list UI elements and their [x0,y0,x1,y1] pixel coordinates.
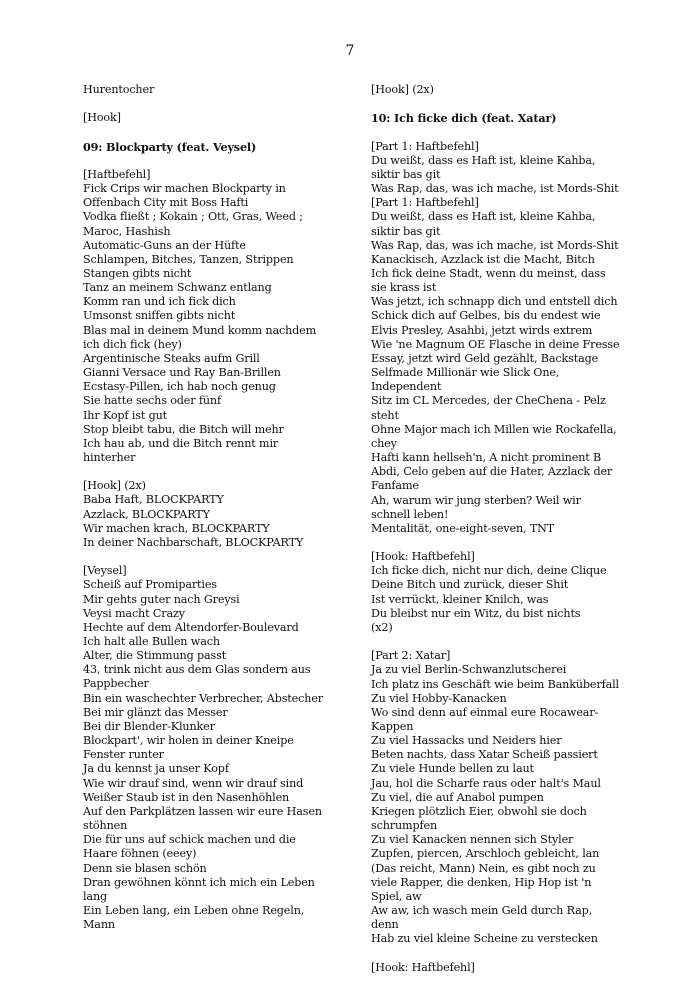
lyric-line: Vodka fließt ; Kokain ; Ott, Gras, Weed ; Maroc, Hashish [83,210,303,238]
lyric-line: Hurentocher [83,83,155,96]
lyric-line: Ich halt alle Bullen wach [83,635,220,649]
lyric-line: In deiner Nachbarschaft, BLOCKPARTY [83,535,304,549]
lyric-line: Ecstasy-Pillen, ich hab noch genug [83,380,276,394]
lyric-line: Ah, warum wir jung sterben? Weil wir schnell leben! [371,493,581,521]
right-text-column [371,83,623,989]
lyric-line: Stangen gibts nicht [83,266,192,280]
lyric-line: Hab zu viel kleine Scheine zu verstecken [371,932,598,946]
lyrics-stanza [83,564,333,932]
lyric-line: Fick Crips wir machen Blockparty in Offenbach City mit Boss Hafti [83,182,286,210]
lyric-line: [Part 1: Haftbefehl] [371,139,479,153]
lyric-line: Auf den Parkplätzen lassen wir eure Hasen stöhnen [83,804,322,833]
lyric-line: Zu viel Hassacks und Neiders hier [371,734,562,748]
lyric-line: Bei mir glänzt das Messer [83,705,228,719]
lyric-line: Ohne Major mach ich Millen wie Rockafella, chey [371,422,617,450]
lyric-line: Wir machen krach, BLOCKPARTY [83,521,270,535]
lyrics-stanza [371,140,623,536]
lyric-line: Denn sie blasen schön [83,861,207,875]
lyric-line: Essay, jetzt wird Geld gezählt, Backstage [371,351,599,365]
lyric-line: [Part 2: Xatar] [371,649,451,663]
lyric-line: [Haftbefehl] [83,167,151,181]
lyric-line: Kriegen plötzlich Eier, obwohl sie doch schrumpfen [371,804,587,833]
lyric-line: Kanackisch, Azzlack ist die Macht, Bitch [371,252,595,266]
lyric-line: [Hook] (2x) [83,479,146,493]
lyric-line: Schick dich auf Gelbes, bis du endest wie Elvis Presley, Asahbi, jetzt wirds extrem [371,309,601,337]
lyric-line: Scheiß auf Promiparties [83,578,217,592]
lyric-line: Sie hatte sechs oder fünf [83,394,221,408]
lyric-line: Baba Haft, BLOCKPARTY [83,493,224,507]
lyric-line: Abdi, Celo geben auf die Hater, Azzlack der Fanfame [371,465,613,493]
lyric-line: Deine Bitch und zurück, dieser Shit [371,578,569,592]
lyrics-stanza [371,83,623,97]
lyric-line: Zu viel, die auf Anabol pumpen [371,790,544,804]
lyric-line: Ich ficke dich, nicht nur dich, deine Clique [371,564,607,578]
lyric-line: Bin ein waschechter Verbrecher, Abstecher [83,691,323,705]
page-number: 7 [345,43,355,59]
lyric-line: [Hook: Haftbefehl] [371,960,475,974]
lyric-line: Ja zu viel Berlin-Schwanzlutscherei [371,663,567,677]
lyric-line: Mentalität, one-eight-seven, TNT [371,521,555,535]
lyric-line: Du weißt, dass es Haft ist, kleine Kahba, siktir bas git [371,153,596,181]
lyric-line: Zu viele Hunde bellen zu laut [371,762,534,776]
lyric-line: Wie wir drauf sind, wenn wir drauf sind [83,776,304,790]
lyric-line: Ist verrückt, kleiner Knilch, was [371,592,549,606]
lyric-line: Bei dir Blender-Klunker [83,719,215,733]
lyric-line: Zupfen, piercen, Arschloch gebleicht, lan [371,847,600,861]
lyric-line: Gianni Versace und Ray Ban-Brillen [83,366,281,380]
lyric-line: Was Rap, das, was ich mache, ist Mords-Shit [371,182,619,196]
lyric-line: Wo sind denn auf einmal eure Rocawear-Kappen [371,705,599,733]
lyric-line: Weißer Staub ist in den Nasenhöhlen [83,790,290,804]
lyrics-stanza [83,168,333,465]
lyrics-stanza [83,479,333,550]
song-title-block [83,140,333,154]
lyric-line: Hafti kann hellseh'n, A nicht prominent B [371,451,602,465]
lyric-line: Mir gehts guter nach Greysi [83,592,240,606]
lyric-line: Blas mal in deinem Mund komm nachdem ich dich fick (hey) [83,323,317,351]
lyric-line: Komm ran und ich fick dich [83,295,236,309]
lyric-line: Argentinische Steaks aufm Grill [83,351,260,365]
lyric-line: Azzlack, BLOCKPARTY [83,507,210,521]
lyric-line: Selfmade Millionär wie Slick One, Independent [371,366,560,394]
lyric-line: Ihr Kopf ist gut [83,408,168,422]
lyric-line: Ein Leben lang, ein Leben ohne Regeln, Mann [83,903,305,932]
lyric-line: Zu viel Hobby-Kanacken [371,691,507,705]
song-title: 09: Blockparty (feat. Veysel) [83,139,257,154]
lyric-line: Zu viel Kanacken nennen sich Styler [371,833,574,847]
lyric-line: Beten nachts, dass Xatar Scheiß passiert [371,748,598,762]
lyric-line: Du weißt, dass es Haft ist, kleine Kahba, siktir bas git [371,210,596,238]
lyric-line: Wie 'ne Magnum OE Flasche in deine Fresse [371,337,620,351]
lyric-line: Ich fick deine Stadt, wenn du meinst, dass sie krass ist [371,267,606,295]
song-title-block [371,111,623,125]
lyric-line: Aw aw, ich wasch mein Geld durch Rap, denn [371,904,593,932]
lyric-line: [Part 1: Haftbefehl] [371,196,479,210]
lyric-line: 43, trink nicht aus dem Glas sondern aus Pappbecher [83,663,311,691]
lyric-line: [Hook] [83,111,121,125]
lyric-line: Jau, hol die Scharfe raus oder halt's Maul [371,776,601,790]
lyric-line: Dran gewöhnen könnt ich mich ein Leben lang [83,875,315,903]
lyrics-stanza [83,83,333,97]
lyric-line: Du bleibst nur ein Witz, du bist nichts [371,606,581,620]
song-title: 10: Ich ficke dich (feat. Xatar) [371,111,557,126]
lyrics-stanza [371,961,623,975]
lyrics-stanza [371,550,623,635]
left-text-column [83,83,333,946]
lyric-line: Was jetzt, ich schnapp dich und entstell dich [371,295,618,309]
lyric-line: [Hook] (2x) [371,83,434,96]
lyric-line: Veysi macht Crazy [83,606,185,620]
lyric-line: Umsonst sniffen gibts nicht [83,309,236,323]
lyric-line: Stop bleibt tabu, die Bitch will mehr [83,422,284,436]
lyric-line: Ich hau ab, und die Bitch rennt mir hinterher [83,436,279,465]
lyrics-stanza [83,111,333,125]
lyric-line: Blockpart', wir holen in deiner Kneipe Fenster runter [83,734,294,762]
lyric-line: [Veysel] [83,564,127,578]
lyric-line: Ich platz ins Geschäft wie beim Banküberfall [371,677,619,691]
lyric-line: (x2) [371,620,393,634]
lyric-line: Schlampen, Bitches, Tanzen, Strippen [83,252,294,266]
lyric-line: Ja du kennst ja unser Kopf [83,762,229,776]
lyric-line: Die für uns auf schick machen und die Haare föhnen (eeey) [83,833,296,861]
lyric-line: [Hook: Haftbefehl] [371,550,475,564]
lyric-line: (Das reicht, Mann) Nein, es gibt noch zu viele Rapper, die denken, Hip Hop ist 'n Spiel, aw [371,861,596,903]
lyric-line: Tanz an meinem Schwanz entlang [83,281,272,295]
lyrics-stanza [371,649,623,946]
lyric-line: Alter, die Stimmung passt [83,649,227,663]
lyric-line: Was Rap, das, was ich mache, ist Mords-Shit [371,238,619,252]
lyric-line: Automatic-Guns an der Hüfte [83,238,246,252]
lyric-line: Sitz im CL Mercedes, der CheChena - Pelz steht [371,394,606,422]
lyric-line: Hechte auf dem Altendorfer-Boulevard [83,620,299,634]
